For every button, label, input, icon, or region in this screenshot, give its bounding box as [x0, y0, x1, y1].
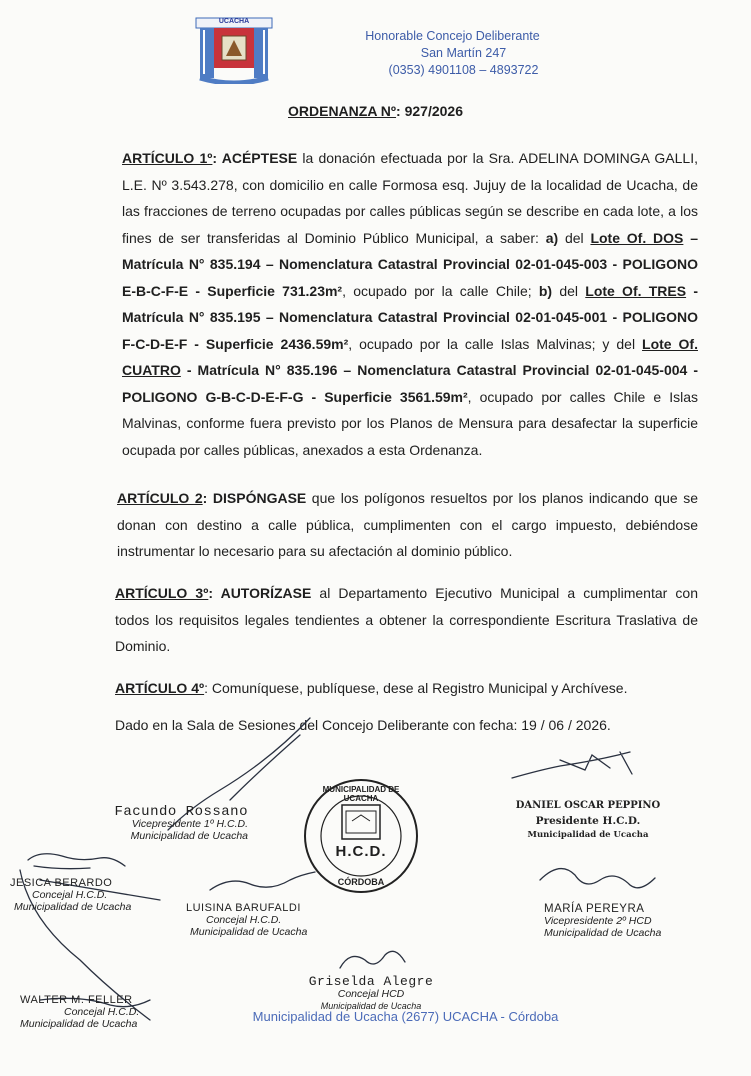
article-2-text: que los polígonos resueltos por los planos indicando que se donan con destino a calle pública, cumplimenten con el cargo impuesto, debiéndose instrumentar lo necesario para su afectación al dominio público.	[117, 490, 698, 559]
lote-cuatro-details: - Matrícula N° 835.196 – Nomenclatura Catastral Provincial 02-01-045-004 - POLIGONO G-B-C-D-E-F-G - Superficie 3561.59m²	[122, 362, 698, 405]
lote-dos: Lote Of. DOS	[590, 229, 684, 246]
signature-rossano	[108, 806, 248, 842]
header-phone: (0353) 4901108 – 4893722	[388, 63, 539, 77]
article-1-text-3: , ocupado por la calle Chile;	[342, 282, 539, 299]
barufaldi-org: Municipalidad de Ucacha	[190, 926, 308, 938]
berardo-role: Concejal H.C.D.	[32, 889, 108, 901]
article-2-heading: ARTÍCULO 2	[117, 490, 203, 506]
seal-top-text: MUNICIPALIDAD DE UCACHA	[322, 785, 400, 803]
article-3-colon: :	[208, 585, 221, 601]
logo-text: UCACHA	[218, 18, 250, 25]
article-1-heading: ARTÍCULO 1º	[122, 150, 213, 166]
item-b-marker: b)	[538, 282, 553, 299]
feller-org: Municipalidad de Ucacha	[20, 1018, 138, 1030]
rossano-name: Facundo Rossano	[114, 804, 248, 820]
article-1-text-2: del	[558, 229, 591, 246]
pereyra-name: MARÍA PEREYRA	[544, 903, 645, 915]
pereyra-role: Vicepresidente 2º HCD	[544, 915, 652, 927]
feller-role: Concejal H.C.D.	[64, 1006, 140, 1018]
article-1-colon: :	[212, 150, 222, 166]
berardo-org: Municipalidad de Ucacha	[14, 901, 132, 913]
peppino-org: Municipalidad de Ucacha	[527, 830, 649, 840]
peppino-name: DANIEL OSCAR PEPPINO	[515, 800, 661, 811]
hcd-seal	[302, 777, 420, 895]
article-3-text: al Departamento Ejecutivo Municipal a cumplimentar con todos los requisitos legales tendientes a obtener la correspondiente Escritura Traslativa de Dominio.	[115, 585, 698, 654]
alegre-role: Concejal HCD	[337, 988, 405, 1000]
item-a-marker: a)	[545, 229, 559, 246]
seal-center-text: H.C.D.	[335, 843, 387, 860]
article-1-text-5: , ocupado por la calle Islas Malvinas; y del	[348, 335, 643, 352]
feller-name: WALTER M. FELLER	[20, 994, 133, 1006]
title-number: : 927/2026	[396, 103, 463, 119]
rossano-org: Municipalidad de Ucacha	[130, 830, 248, 842]
footer-address: Municipalidad de Ucacha (2677) UCACHA - Córdoba	[252, 1009, 559, 1024]
article-1-text: la donación efectuada por la Sra. ADELINA DOMINGA GALLI, L.E. Nº 3.543.278, con domicilio en calle Formosa esq. Jujuy de la localidad de Ucacha, de las fracciones de terreno ocupadas por calles públicas según se describe en cada lote, a los fines de ser transferidas al Dominio Público Municipal, a saber:	[122, 150, 698, 246]
lote-dos-details: – Matrícula N° 835.194 – Nomenclatura Catastral Provincial 02-01-045-003 - POLIGONO E-B-C-F-E - Superficie 731.23m²	[122, 229, 698, 299]
lote-cuatro: Lote Of. CUATRO	[122, 335, 698, 378]
article-1-verb: ACÉPTESE	[221, 150, 298, 166]
header-address: San Martín 247	[420, 46, 507, 60]
barufaldi-role: Concejal H.C.D.	[206, 914, 282, 926]
signature-barufaldi	[186, 902, 336, 938]
title-label: ORDENANZA Nº	[288, 103, 397, 119]
article-2-colon: :	[202, 490, 213, 506]
signature-peppino	[508, 800, 668, 841]
article-1-text-6: , ocupado por calles Chile e Islas Malvinas, conforme fuera previsto por los Planos de Mensura para desafectar la superficie ocupada por calles públicas, anexados a esta Ordenanza.	[122, 388, 698, 458]
peppino-role: Presidente H.C.D.	[535, 815, 641, 827]
article-4-heading: ARTÍCULO 4º	[115, 680, 205, 696]
rossano-role: Vicepresidente 1º H.C.D.	[131, 818, 248, 830]
signature-berardo	[10, 877, 155, 913]
article-3-verb: AUTORÍZASE	[220, 585, 312, 601]
barufaldi-name: LUISINA BARUFALDI	[186, 902, 301, 914]
article-2-verb: DISPÓNGASE	[212, 490, 307, 506]
pereyra-org: Municipalidad de Ucacha	[544, 927, 662, 939]
article-4-text: : Comuníquese, publíquese, dese al Registro Municipal y Archívese.	[204, 680, 628, 696]
seal-bottom-text: CÓRDOBA	[337, 877, 385, 887]
article-1-text-4: del	[552, 282, 586, 299]
header-council-name: Honorable Concejo Deliberante	[365, 29, 540, 43]
article-3-heading: ARTÍCULO 3º	[115, 585, 209, 601]
alegre-name: Griselda Alegre	[308, 974, 434, 989]
lote-tres: Lote Of. TRES	[585, 282, 687, 299]
signature-pereyra	[544, 903, 684, 939]
berardo-name: JESICA BERARDO	[10, 877, 113, 889]
closing-date-line: Dado en la Sala de Sesiones del Concejo Deliberante con fecha: 19 / 06 / 2026.	[115, 717, 611, 733]
alegre-org: Municipalidad de Ucacha	[320, 1001, 422, 1011]
signature-alegre	[306, 976, 436, 1012]
lote-tres-details: - Matrícula N° 835.195 – Nomenclatura Catastral Provincial 02-01-045-001 - POLIGONO F-C-D-E-F - Superficie 2436.59m²	[122, 282, 698, 352]
